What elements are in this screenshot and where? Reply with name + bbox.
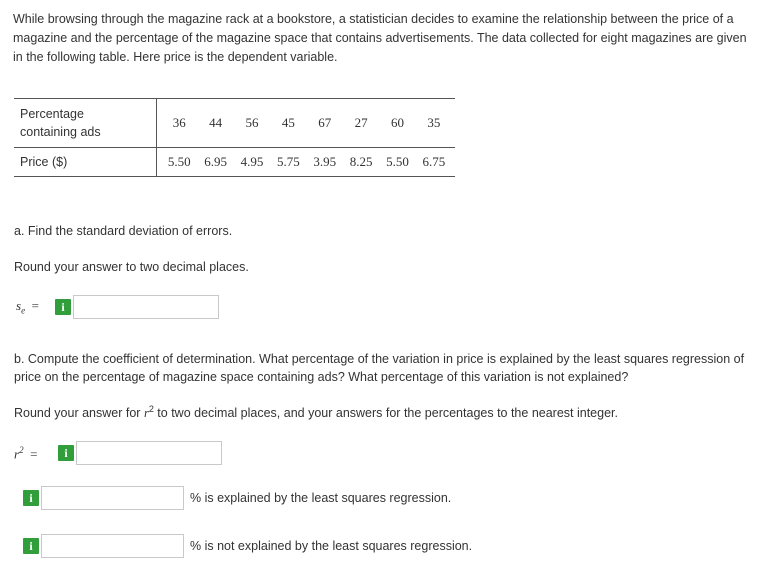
row-label-percentage: Percentage containing ads (14, 99, 157, 148)
r2-answer-input[interactable] (76, 441, 222, 465)
table-cell: 27 (354, 115, 368, 130)
part-b-question: b. Compute the coefficient of determination. What percentage of the variation in price is explained by the least squares regression of price on the percentage of magazine space containing ads? What percentage of this variation is not explained? (14, 352, 745, 384)
explained-info-icon[interactable]: i (23, 490, 39, 506)
explained-percent-input[interactable] (41, 486, 184, 510)
table-cell: 35 (427, 115, 441, 130)
se-label: $s_e$ = (16, 298, 39, 316)
table-cell: 60 (391, 115, 405, 130)
se-answer-input[interactable] (73, 295, 219, 319)
table-cell: 5.50 (167, 154, 191, 169)
r2-label: $r^2$ = (14, 445, 38, 462)
table-cell: 6.75 (422, 154, 446, 169)
part-a-question: a. Find the standard deviation of errors. (14, 224, 233, 238)
not-explained-info-icon[interactable]: i (23, 538, 39, 554)
se-info-icon[interactable]: i (55, 299, 71, 315)
table-cell: 45 (281, 115, 295, 130)
table-cell: 44 (209, 115, 223, 130)
not-explained-suffix: % is not explained by the least squares regression. (190, 539, 473, 553)
table-row-percentage (14, 99, 455, 148)
table-cell: 6.95 (204, 154, 227, 169)
table-row-price (14, 148, 455, 177)
table-cell: 3.95 (313, 154, 337, 169)
part-b-rounding: Round your answer for $r^2$ to two decimal places, and your answers for the percentages to the nearest integer. (14, 404, 618, 421)
table-cell: 8.25 (349, 154, 373, 169)
row-values-price (157, 148, 456, 177)
not-explained-percent-input[interactable] (41, 534, 184, 558)
table-cell: 67 (318, 115, 332, 130)
table-cell: 5.75 (276, 154, 300, 169)
r2-info-icon[interactable]: i (58, 445, 74, 461)
part-a-rounding: Round your answer to two decimal places. (14, 260, 249, 274)
data-table (14, 98, 455, 177)
intro-text: While browsing through the magazine rack at a bookstore, a statistician decides to examine the relationship between the price of a magazine and the percentage of the magazine space that contains advertisements. The data collected for eight magazines are given in the following table. Here price is the dependent variable. (13, 12, 747, 64)
table-cell: 5.50 (386, 154, 409, 169)
table-cell: 4.95 (240, 154, 264, 169)
table-cell: 36 (172, 115, 186, 130)
row-label-price: Price ($) (14, 148, 157, 177)
row-values-percentage (157, 99, 456, 148)
explained-suffix: % is explained by the least squares regression. (190, 491, 452, 505)
table-cell: 56 (245, 115, 259, 130)
